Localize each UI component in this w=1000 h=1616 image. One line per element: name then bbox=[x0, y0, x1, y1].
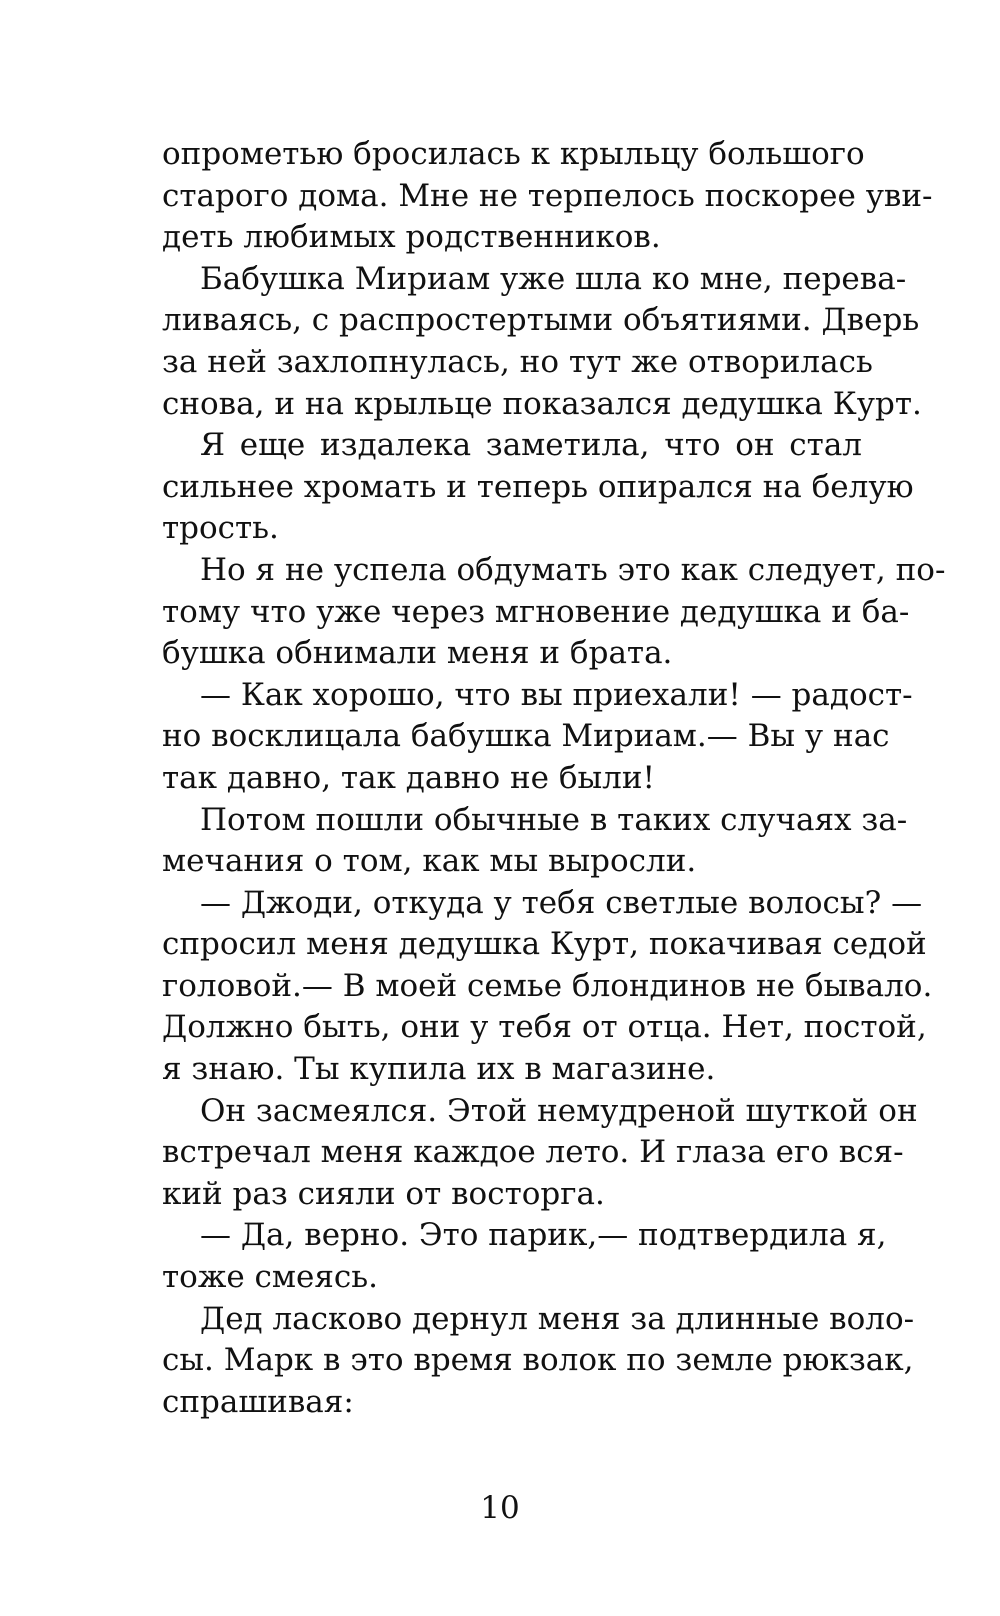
text-line: трость. bbox=[162, 510, 279, 547]
text-line: спрашивая: bbox=[162, 1383, 354, 1420]
text-line: за ней захлопнулась, но тут же отворилась bbox=[162, 343, 873, 380]
text-line: Бабушка Мириам уже шла ко мне, перева- bbox=[200, 260, 907, 297]
text-line: головой.— В моей семье блондинов не бывало. bbox=[162, 967, 933, 1004]
text-line: Но я не успела обдумать это как следует, по- bbox=[200, 551, 946, 588]
text-line: ливаясь, с распростертыми объятиями. Дверь bbox=[162, 302, 920, 339]
text-line: кий раз сияли от восторга. bbox=[162, 1175, 605, 1212]
text-line: старого дома. Мне не терпелось поскорее уви- bbox=[162, 177, 933, 214]
text-line: Потом пошли обычные в таких случаях за- bbox=[200, 801, 908, 838]
page-number: 10 bbox=[480, 1490, 520, 1526]
text-line: Он засмеялся. Этой немудреной шуткой он bbox=[200, 1092, 918, 1129]
text-line: Я еще издалека заметила, что он стал bbox=[200, 427, 862, 464]
text-line: тоже смеясь. bbox=[162, 1259, 379, 1296]
text-line: — Как хорошо, что вы приехали! — радост- bbox=[200, 676, 913, 713]
text-line: я знаю. Ты купила их в магазине. bbox=[162, 1051, 716, 1088]
text-line: мечания о том, как мы выросли. bbox=[162, 843, 697, 880]
text-line: тому что уже через мгновение дедушка и ба- bbox=[162, 593, 910, 630]
text-line: опрометью бросилась к крыльцу большого bbox=[162, 136, 865, 172]
text-line: бушка обнимали меня и брата. bbox=[162, 635, 673, 672]
body-text bbox=[162, 134, 946, 1423]
text-line: сильнее хромать и теперь опирался на белую bbox=[162, 468, 914, 505]
text-line: встречал меня каждое лето. И глаза его вся- bbox=[162, 1134, 904, 1171]
text-line: так давно, так давно не были! bbox=[162, 759, 655, 796]
text-line: спросил меня дедушка Курт, покачивая седой bbox=[162, 926, 927, 963]
text-line: снова, и на крыльце показался дедушка Курт. bbox=[162, 385, 922, 422]
text-line: — Да, верно. Это парик,— подтвердила я, bbox=[200, 1217, 887, 1254]
text-line: — Джоди, откуда у тебя светлые волосы? — bbox=[200, 884, 923, 921]
text-line: сы. Марк в это время волок по земле рюкзак, bbox=[162, 1342, 914, 1379]
text-line: Дед ласково дернул меня за длинные воло- bbox=[200, 1300, 915, 1337]
text-line: но восклицала бабушка Мириам.— Вы у нас bbox=[162, 718, 890, 755]
text-line: Должно быть, они у тебя от отца. Нет, постой, bbox=[162, 1009, 927, 1046]
text-line: деть любимых родственников. bbox=[162, 219, 661, 256]
